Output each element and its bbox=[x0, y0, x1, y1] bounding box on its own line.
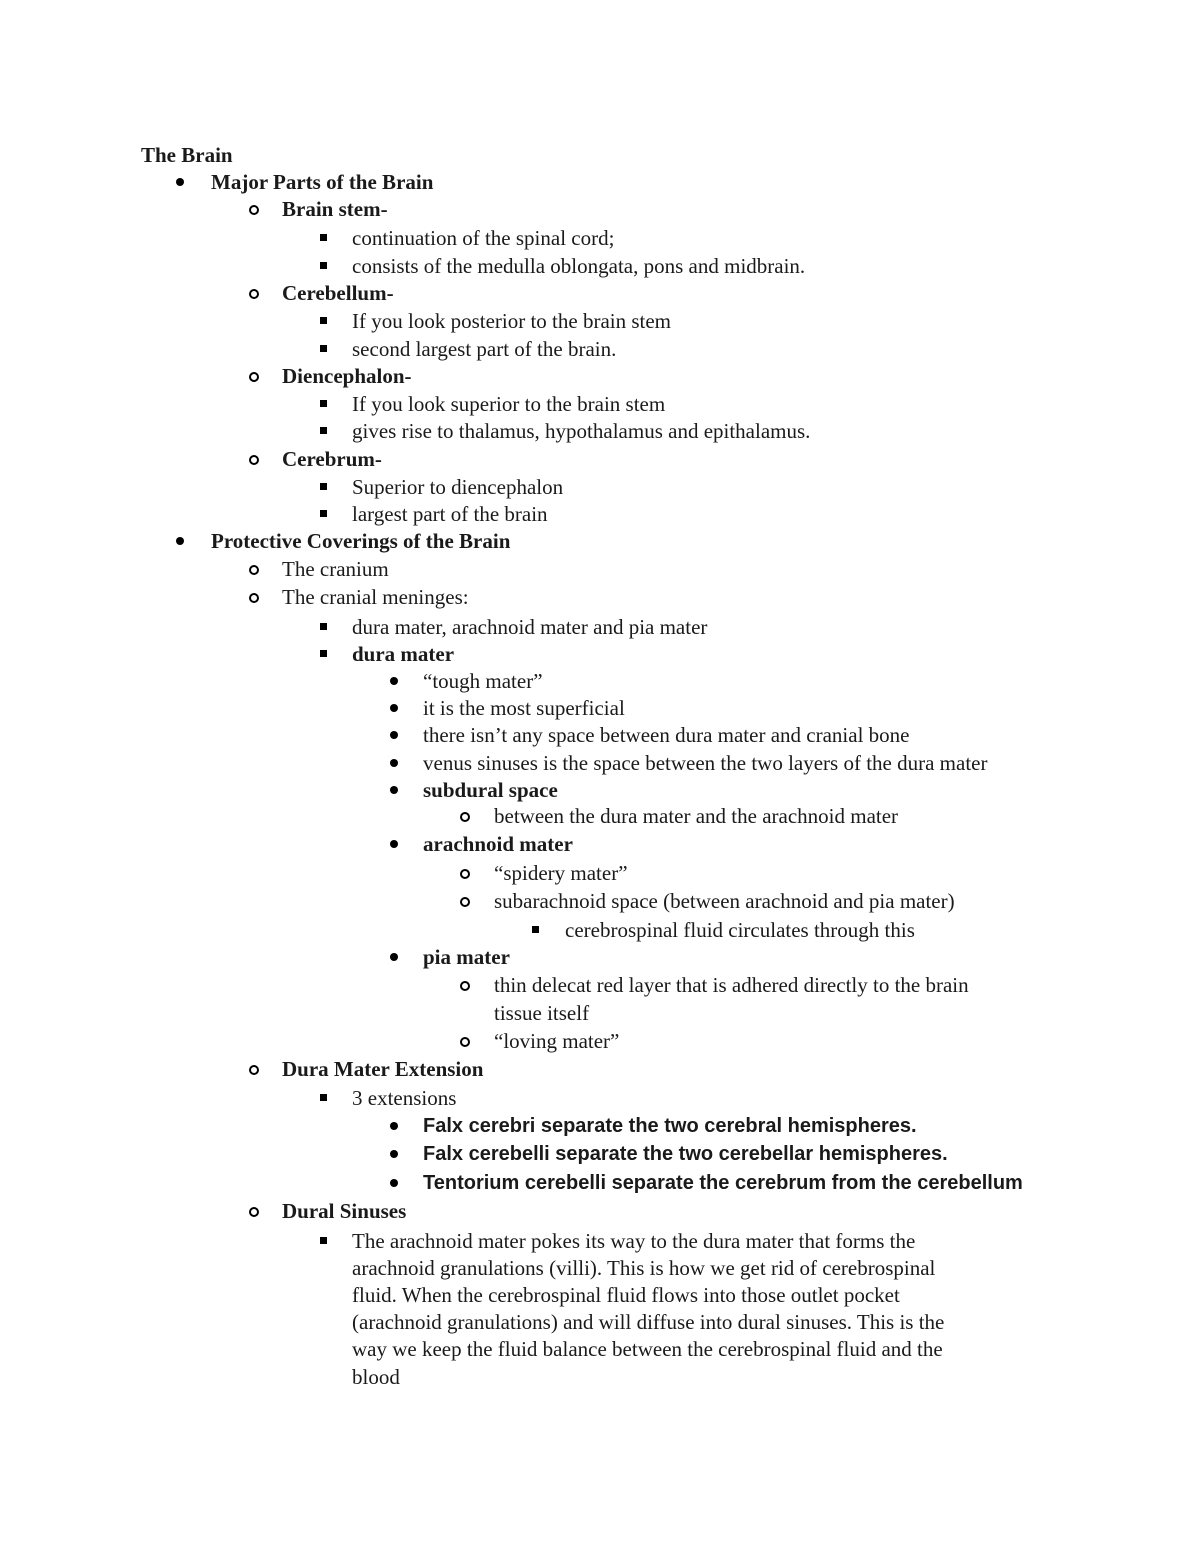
outline-item-text: Falx cerebelli separate the two cerebellar hemispheres. bbox=[423, 1143, 948, 1165]
circle-bullet-icon bbox=[458, 1028, 472, 1055]
outline-item-text: consists of the medulla oblongata, pons and midbrain. bbox=[352, 254, 806, 278]
square-bullet-icon bbox=[317, 308, 331, 335]
outline-item-text: fluid. When the cerebrospinal fluid flows into those outlet pocket bbox=[352, 1283, 900, 1307]
square-bullet-icon bbox=[317, 641, 331, 668]
square-bullet-icon bbox=[317, 474, 331, 501]
circle-bullet-icon bbox=[247, 446, 261, 473]
outline-item-text: Dural Sinuses bbox=[282, 1199, 407, 1223]
outline-item-text: If you look superior to the brain stem bbox=[352, 392, 666, 416]
outline-item-text: The cranial meninges: bbox=[282, 585, 469, 609]
square-bullet-icon bbox=[317, 391, 331, 418]
outline-item-text: thin delecat red layer that is adhered directly to the brain bbox=[494, 973, 969, 997]
circle-bullet-icon bbox=[458, 972, 472, 999]
disc-bullet-icon bbox=[387, 695, 401, 722]
outline-item-text: subdural space bbox=[423, 778, 558, 802]
square-bullet-icon bbox=[317, 1228, 331, 1255]
outline-item-text: there isn’t any space between dura mater and cranial bone bbox=[423, 723, 910, 747]
circle-bullet-icon bbox=[458, 860, 472, 887]
circle-bullet-icon bbox=[247, 363, 261, 390]
outline-item-text: venus sinuses is the space between the two layers of the dura mater bbox=[423, 751, 988, 775]
disc-bullet-icon bbox=[387, 1113, 401, 1140]
disc-bullet-icon bbox=[387, 750, 401, 777]
disc-bullet-icon bbox=[387, 722, 401, 749]
outline-item-text: (arachnoid granulations) and will diffuse into dural sinuses. This is the bbox=[352, 1310, 945, 1334]
outline-item-text: If you look posterior to the brain stem bbox=[352, 309, 672, 333]
square-bullet-icon bbox=[317, 336, 331, 363]
outline-item-text: The cranium bbox=[282, 557, 389, 581]
disc-bullet-icon bbox=[387, 831, 401, 858]
disc-bullet-icon bbox=[387, 944, 401, 971]
outline-item-text: Falx cerebri separate the two cerebral hemispheres. bbox=[423, 1115, 917, 1137]
outline-item-text: subarachnoid space (between arachnoid and pia mater) bbox=[494, 889, 955, 913]
circle-bullet-icon bbox=[458, 803, 472, 830]
outline-item-text: pia mater bbox=[423, 945, 510, 969]
circle-bullet-icon bbox=[247, 556, 261, 583]
outline-item-text: Cerebrum- bbox=[282, 447, 382, 471]
outline-item-text: dura mater, arachnoid mater and pia mater bbox=[352, 615, 708, 639]
outline-item-text: largest part of the brain bbox=[352, 502, 548, 526]
outline-item-text: arachnoid granulations (villi). This is how we get rid of cerebrospinal bbox=[352, 1256, 936, 1280]
disc-bullet-icon bbox=[387, 1141, 401, 1168]
square-bullet-icon bbox=[529, 917, 543, 944]
outline-item-text: Tentorium cerebelli separate the cerebrum from the cerebellum bbox=[423, 1172, 1023, 1194]
outline-item-text: Cerebellum- bbox=[282, 281, 394, 305]
outline-item-text: “spidery mater” bbox=[494, 861, 628, 885]
square-bullet-icon bbox=[317, 253, 331, 280]
square-bullet-icon bbox=[317, 418, 331, 445]
disc-bullet-icon bbox=[387, 777, 401, 804]
outline-item-text: Superior to diencephalon bbox=[352, 475, 564, 499]
outline-item-text: cerebrospinal fluid circulates through this bbox=[565, 918, 915, 942]
circle-bullet-icon bbox=[458, 888, 472, 915]
outline-item-text: Protective Coverings of the Brain bbox=[211, 529, 511, 553]
disc-bullet-icon bbox=[173, 169, 187, 196]
outline-item-text: between the dura mater and the arachnoid mater bbox=[494, 804, 899, 828]
outline-item-text: way we keep the fluid balance between the cerebrospinal fluid and the bbox=[352, 1337, 943, 1361]
disc-bullet-icon bbox=[387, 668, 401, 695]
outline-item-text: Dura Mater Extension bbox=[282, 1057, 484, 1081]
square-bullet-icon bbox=[317, 1085, 331, 1112]
outline-item-text: second largest part of the brain. bbox=[352, 337, 617, 361]
circle-bullet-icon bbox=[247, 280, 261, 307]
outline-item-text: gives rise to thalamus, hypothalamus and epithalamus. bbox=[352, 419, 811, 443]
outline-item-text: tissue itself bbox=[494, 1001, 590, 1025]
outline-item-text: 3 extensions bbox=[352, 1086, 457, 1110]
outline-item-text: Major Parts of the Brain bbox=[211, 170, 434, 194]
circle-bullet-icon bbox=[247, 1056, 261, 1083]
outline-item-text: “loving mater” bbox=[494, 1029, 620, 1053]
outline-item-text: arachnoid mater bbox=[423, 832, 573, 856]
circle-bullet-icon bbox=[247, 196, 261, 223]
square-bullet-icon bbox=[317, 501, 331, 528]
circle-bullet-icon bbox=[247, 584, 261, 611]
circle-bullet-icon bbox=[247, 1198, 261, 1225]
outline-item-text: The arachnoid mater pokes its way to the dura mater that forms the bbox=[352, 1229, 916, 1253]
outline-item-text: blood bbox=[352, 1365, 400, 1389]
outline-item-text: dura mater bbox=[352, 642, 455, 666]
outline-item-text: continuation of the spinal cord; bbox=[352, 226, 615, 250]
square-bullet-icon bbox=[317, 614, 331, 641]
square-bullet-icon bbox=[317, 225, 331, 252]
disc-bullet-icon bbox=[387, 1170, 401, 1197]
outline-item-text: Diencephalon- bbox=[282, 364, 412, 388]
disc-bullet-icon bbox=[173, 528, 187, 555]
outline-item-text: “tough mater” bbox=[423, 669, 543, 693]
outline-item-text: it is the most superficial bbox=[423, 696, 625, 720]
document-title: The Brain bbox=[141, 143, 233, 167]
outline-item-text: Brain stem- bbox=[282, 197, 388, 221]
